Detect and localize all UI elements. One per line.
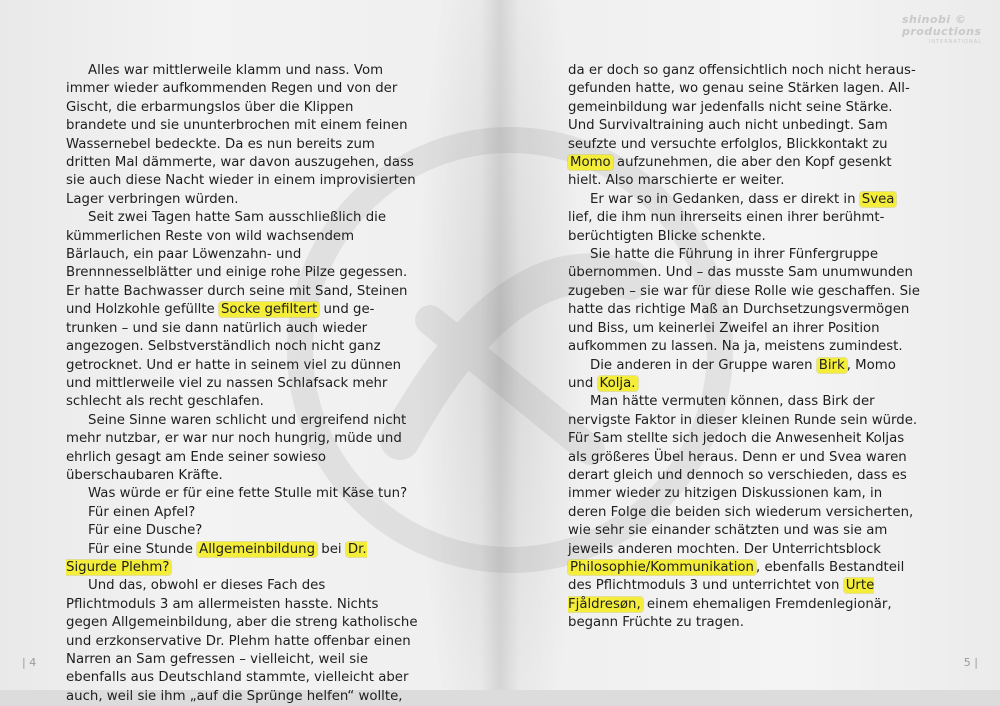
- left-page-number: | 4: [22, 656, 37, 669]
- highlighted-term: Birk: [818, 357, 845, 373]
- paragraph: [66, 504, 418, 522]
- highlighted-term: Kolja.: [599, 375, 636, 391]
- paragraph: [66, 522, 418, 540]
- paragraph: [568, 393, 920, 632]
- highlighted-term: Allgemeinbildung: [199, 541, 316, 557]
- text-run: Sie hatte die Führung in ihrer Fünfergruppe übernommen. Und – das musste Sam unumwunden zugeben – sie war für diese Rolle wie geschaffen. Sie hatte das richtige Maß an Durchsetzungsvermögen und Biss, um keinerlei Zweifel an ihrer Position aufkommen zu lassen. Na ja, meistens zumindest.: [568, 247, 920, 355]
- highlighted-term: Momo: [570, 155, 611, 171]
- text-run: Alles war mittlerweile klamm und nass. Vom immer wieder aufkommenden Regen und von der Gischt, die erbarmungslos über die Klippen brandete und sie ununterbrochen mit einem feinen Wassernebel bedeckte. Da es nun bereits zum dritten Mal dämmerte, war davon auszugehen, dass sie auch diese Nacht wieder in einem improvisierten Lager verbringen würden.: [66, 63, 416, 207]
- text-run: Für eine Stunde: [88, 541, 198, 557]
- highlighted-term: Urte Fjåldresøn,: [568, 578, 875, 612]
- text-run: einem ehemaligen Fremdenlegionär, begann Früchte zu tragen.: [568, 596, 892, 631]
- text-run: bei: [317, 541, 346, 557]
- publisher-logo: [902, 14, 982, 48]
- highlighted-term: Socke gefiltert: [220, 302, 318, 318]
- highlighted-term: Dr. Sigurde Plehm?: [66, 541, 367, 575]
- logo-line-1: shinobi ©: [902, 13, 967, 26]
- text-run: , ebenfalls Bestandteil des Pflichtmoduls 3 und unterrichtet von: [568, 559, 905, 594]
- text-run: lief, die ihm nun ihrerseits einen ihrer berühmt-berüchtigten Blicke schenkte.: [568, 210, 885, 244]
- highlighted-term: Philosophie/Kommunikation: [570, 559, 754, 575]
- right-page-text: [568, 62, 920, 633]
- highlighted-term: Svea: [861, 191, 895, 207]
- logo-line-2: productions: [902, 25, 982, 38]
- text-run: Man hätte vermuten können, dass Birk der nervigste Faktor in dieser kleinen Runde sein würde. Für Sam stellte sich jedoch die Anwesenheit Koljas als größeres Übel heraus. Denn er und Svea waren derart gleich und dennoch so verschieden, dass es immer wieder zu hitzigen Diskussionen kam, in deren Folge die beiden sich wiederum versicherten, wie sehr sie einander schätzten und was sie am jeweils anderen mochten. Der Unterrichtsblock: [568, 394, 918, 557]
- paragraph: [66, 62, 418, 209]
- text-run: Für einen Apfel?: [88, 504, 196, 520]
- left-page-text: [66, 62, 418, 706]
- text-run: Seit zwei Tagen hatte Sam ausschließlich die kümmerlichen Reste von wild wachsendem Bärlauch, ein paar Löwenzahn- und Brennnesselblätter und einige rohe Pilze gegessen. Er hatte Bachwasser durch seine mit Sand, Steinen und Holzkohle gefüllte: [66, 210, 408, 318]
- text-run: Und das, obwohl er dieses Fach des Pflichtmoduls 3 am allermeisten hasste. Nichts gegen Allgemeinbildung, aber die streng katholische und erzkonservative Dr. Plehm hatte offenbar einen Narren an Sam gefressen – vielleicht, weil sie ebenfalls aus Deutschland stammte, vielleicht aber auch, weil sie ihm „auf die Sprünge helfen“ wollte,: [66, 578, 418, 704]
- paragraph: [568, 62, 920, 191]
- paragraph: [568, 191, 920, 246]
- paragraph: [568, 246, 920, 356]
- text-run: und getrunken – und sie dann natürlich auch wieder angezogen. Selbstverständlich noch nicht ganz getrocknet. Und er hatte in seinem viel zu dünnen und mittlerweile viel zu nassen Schlafsack mehr schlecht als recht geschlafen.: [66, 302, 402, 410]
- text-run: Die anderen in der Gruppe waren: [590, 357, 817, 373]
- paragraph: [568, 357, 920, 394]
- logo-line-3: INTERNATIONAL: [928, 39, 982, 45]
- text-run: aufzunehmen, die aber den Kopf gesenkt hielt. Also marschierte er weiter.: [568, 155, 892, 189]
- text-run: Was würde er für eine fette Stulle mit Käse tun?: [88, 486, 408, 502]
- paragraph: [66, 577, 418, 706]
- text-run: , Momo und: [568, 357, 896, 391]
- paragraph: [66, 541, 418, 578]
- paragraph: [66, 485, 418, 503]
- paragraph: [66, 412, 418, 486]
- text-run: Er war so in Gedanken, dass er direkt in: [590, 191, 860, 207]
- text-run: Für eine Dusche?: [88, 523, 203, 539]
- paragraph: [66, 209, 418, 411]
- text-run: da er doch so ganz offensichtlich noch nicht herausgefunden hatte, wo genau seine Stärken lagen. Allgemeinbildung war jedenfalls nicht seine Stärke. Und Survivaltraining auch nicht unbedingt. Sam seufzte und versuchte erfolglos, Blickkontakt zu: [568, 63, 916, 152]
- text-run: Seine Sinne waren schlicht und ergreifend nicht mehr nutzbar, er war nur noch hungrig, müde und ehrlich gesagt am Ende seiner sowieso überschaubaren Kräfte.: [66, 412, 407, 483]
- right-page-number: 5 |: [963, 656, 978, 669]
